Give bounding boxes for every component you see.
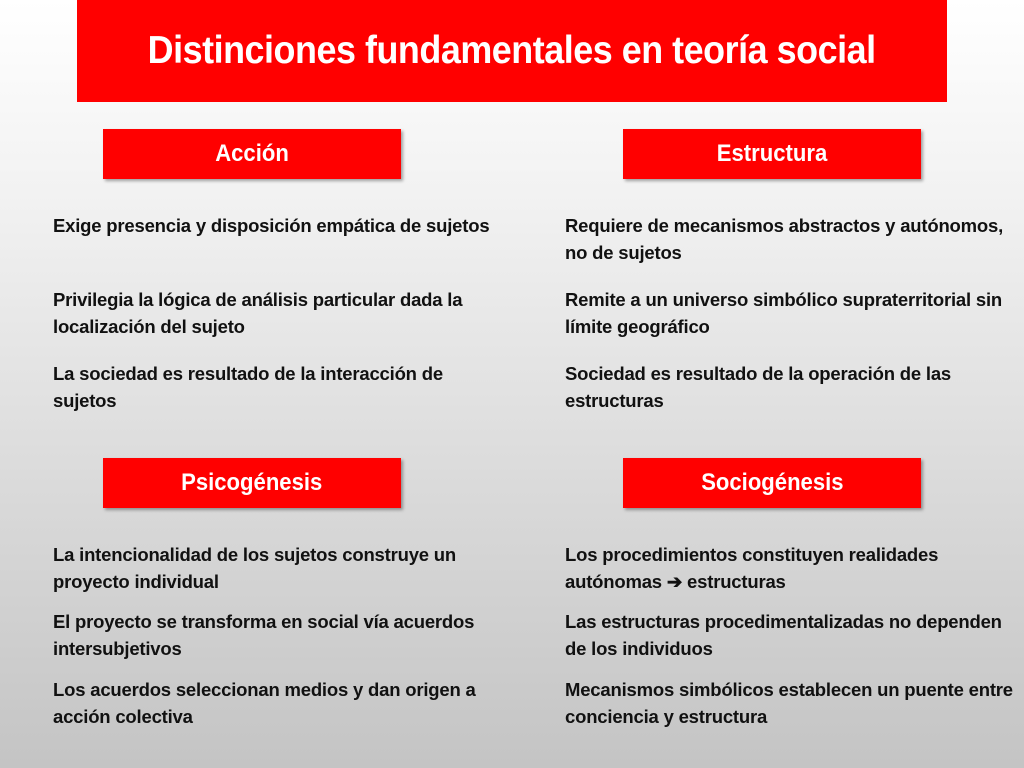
list-item: Exige presencia y disposición empática de sujetos <box>53 215 490 236</box>
section-header-estructura <box>623 129 921 179</box>
list-item: Los acuerdos seleccionan medios y dan origen a acción colectiva <box>53 679 476 727</box>
section-header-label: Sociogénesis <box>700 469 844 496</box>
sociogenesis-list <box>565 541 1015 741</box>
psicogenesis-list <box>53 541 503 741</box>
section-header-label: Acción <box>215 140 289 167</box>
accion-list <box>53 212 503 422</box>
list-item: Los procedimientos constituyen realidades autónomas ➔ estructuras <box>565 544 939 592</box>
estructura-list <box>565 212 1015 422</box>
page-title: Distinciones fundamentales en teoría social <box>148 29 876 72</box>
list-item: Sociedad es resultado de la operación de las estructuras <box>565 363 952 411</box>
title-banner <box>77 0 947 102</box>
section-header-label: Estructura <box>716 140 828 167</box>
section-header-label: Psicogénesis <box>181 469 323 496</box>
list-item: El proyecto se transforma en social vía acuerdos intersubjetivos <box>53 611 475 659</box>
section-header-sociogenesis <box>623 458 921 508</box>
section-header-accion <box>103 129 401 179</box>
list-item: La sociedad es resultado de la interacción de sujetos <box>53 363 443 411</box>
list-item: Privilegia la lógica de análisis particular dada la localización del sujeto <box>53 289 463 337</box>
section-header-psicogenesis <box>103 458 401 508</box>
list-item: Remite a un universo simbólico supraterritorial sin límite geográfico <box>565 289 1002 337</box>
list-item: Las estructuras procedimentalizadas no dependen de los individuos <box>565 611 1002 659</box>
list-item: Mecanismos simbólicos establecen un puente entre conciencia y estructura <box>565 679 1013 727</box>
list-item: La intencionalidad de los sujetos construye un proyecto individual <box>53 544 457 592</box>
list-item: Requiere de mecanismos abstractos y autónomos, no de sujetos <box>565 215 1004 263</box>
